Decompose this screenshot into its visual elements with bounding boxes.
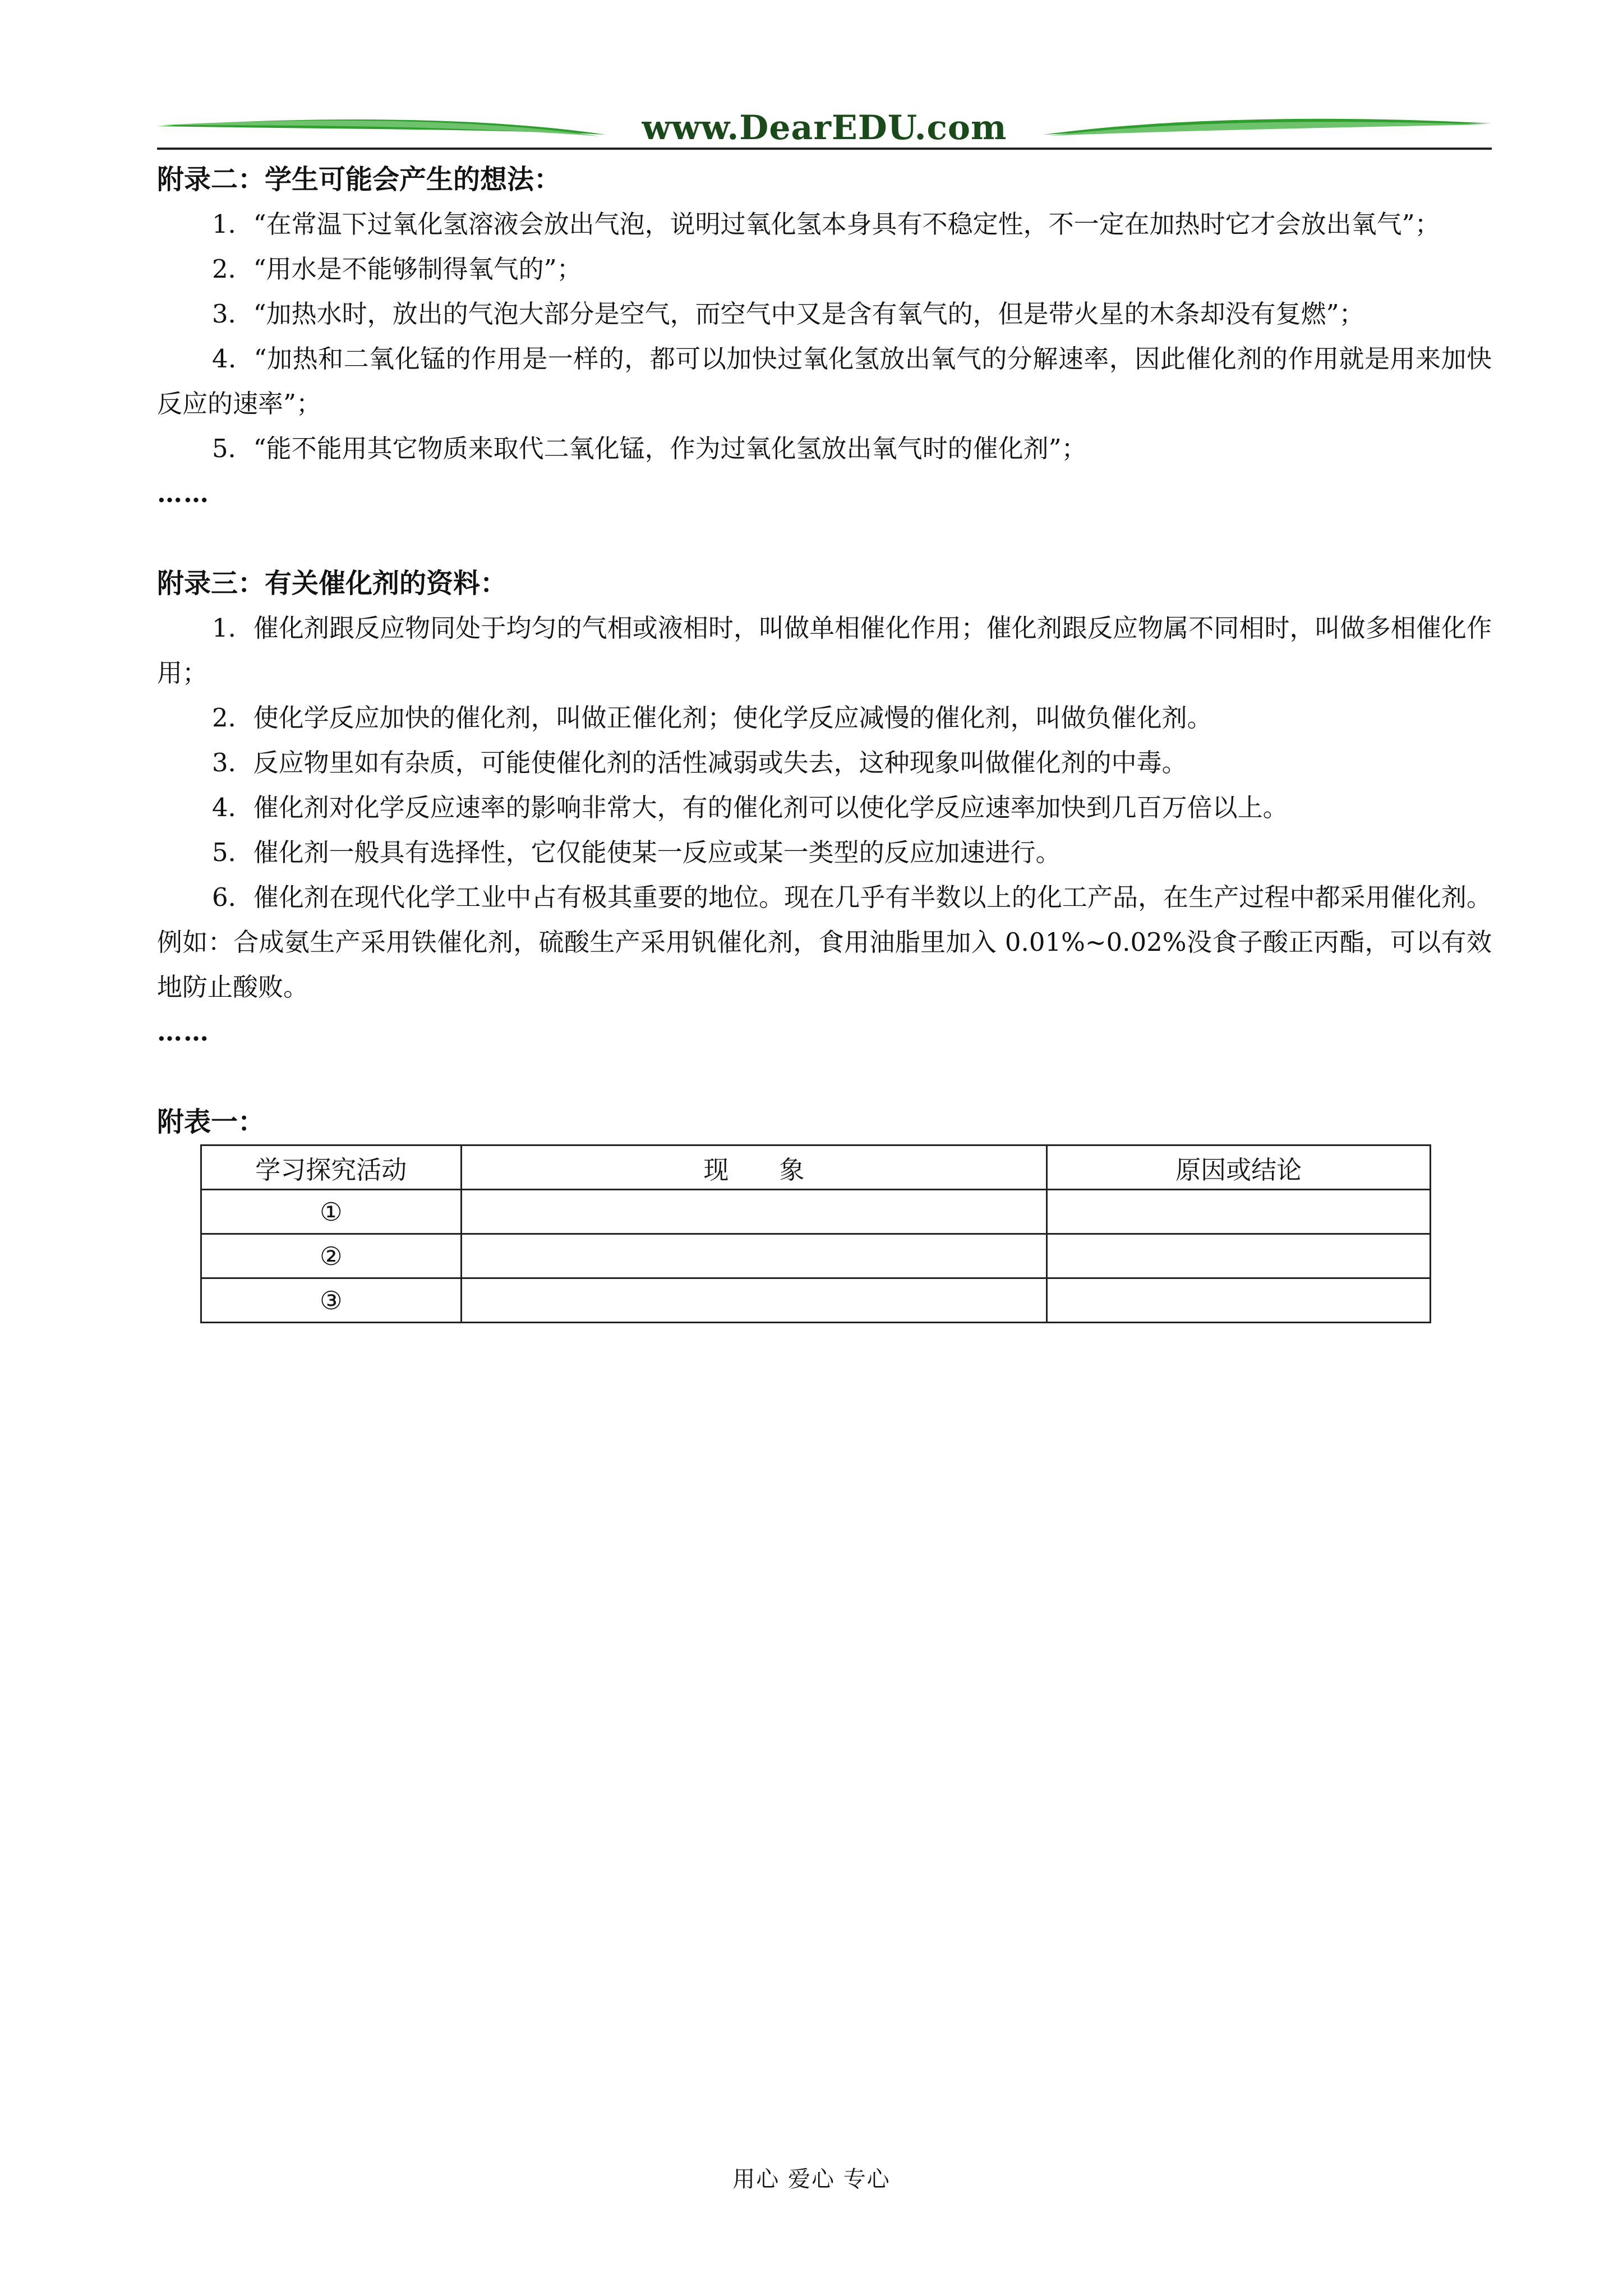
table-cell: ①: [201, 1190, 462, 1234]
appendix3-ellipsis: ……: [157, 1017, 210, 1047]
appendix3-item-5: 5．催化剂一般具有选择性，它仅能使某一反应或某一类型的反应加速进行。: [212, 838, 1061, 867]
table-header-cell: 现 象: [461, 1145, 1047, 1190]
section-gap: [157, 516, 1492, 561]
activity-table: [200, 1144, 1431, 1323]
appendix2-item-2: 2．“用水是不能够制得氧气的”；: [212, 254, 582, 284]
appendix3-item-6: 6．催化剂在现代化学工业中占有极其重要的地位。现在几乎有半数以上的化工产品，在生产过程中都采用催化剂。例如：合成氨生产采用铁催化剂，硫酸生产采用钒催化剂，食用油脂里加入 0.01%~0.02%没食子酸正丙酯，可以有效地防止酸败。: [157, 882, 1492, 1002]
appendix2-title: 附录二：学生可能会产生的想法：: [157, 164, 561, 195]
appendix3-item-2: 2．使化学反应加快的催化剂，叫做正催化剂；使化学反应减慢的催化剂，叫做负催化剂。: [212, 703, 1212, 733]
table-row: [201, 1190, 1431, 1234]
appendix3-item-1: 1．催化剂跟反应物同处于均匀的气相或液相时，叫做单相催化作用；催化剂跟反应物属不同相时，叫做多相催化作用；: [157, 613, 1492, 688]
table-cell: [461, 1278, 1047, 1323]
appendix3-item-4: 4．催化剂对化学反应速率的影响非常大，有的催化剂可以使化学反应速率加快到几百万倍以上。: [212, 793, 1288, 822]
table-cell: [1047, 1190, 1431, 1234]
table-cell: ②: [201, 1234, 462, 1278]
table-cell: [461, 1190, 1047, 1234]
table-row: [201, 1234, 1431, 1278]
appendix2-item-4: 4．“加热和二氧化锰的作用是一样的，都可以加快过氧化氢放出氧气的分解速率，因此催化剂的作用就是用来加快反应的速率”；: [157, 344, 1492, 418]
table-cell: ③: [201, 1278, 462, 1323]
site-logo-text: www.DearEDU.com: [642, 108, 1007, 148]
page-footer: 用心 爱心 专心: [732, 2166, 891, 2192]
section-gap: [157, 1055, 1492, 1099]
document-body: [157, 157, 1492, 1323]
table-header-cell: 原因或结论: [1047, 1145, 1431, 1190]
table-header-cell: 学习探究活动: [201, 1145, 462, 1190]
appendix3-title: 附录三：有关催化剂的资料：: [157, 568, 508, 599]
table-cell: [1047, 1234, 1431, 1278]
appendix2-ellipsis: ……: [157, 478, 210, 508]
table-cell: [461, 1234, 1047, 1278]
table-cell: [1047, 1278, 1431, 1323]
appendix2-item-5: 5．“能不能用其它物质来取代二氧化锰，作为过氧化氢放出氧气时的催化剂”；: [212, 434, 1087, 463]
appendix2-item-1: 1．“在常温下过氧化氢溶液会放出气泡，说明过氧化氢本身具有不稳定性，不一定在加热时它才会放出氧气”；: [212, 209, 1440, 239]
appendix2-item-3: 3．“加热水时，放出的气泡大部分是空气，而空气中又是含有氧气的，但是带火星的木条却没有复燃”；: [212, 299, 1364, 329]
table1-title: 附表一：: [157, 1106, 265, 1138]
header-divider: [157, 148, 1492, 150]
header-banner: [157, 104, 1492, 160]
table-row: [201, 1278, 1431, 1323]
appendix3-item-3: 3．反应物里如有杂质，可能使催化剂的活性减弱或失去，这种现象叫做催化剂的中毒。: [212, 748, 1187, 777]
table-header-row: [201, 1145, 1431, 1190]
